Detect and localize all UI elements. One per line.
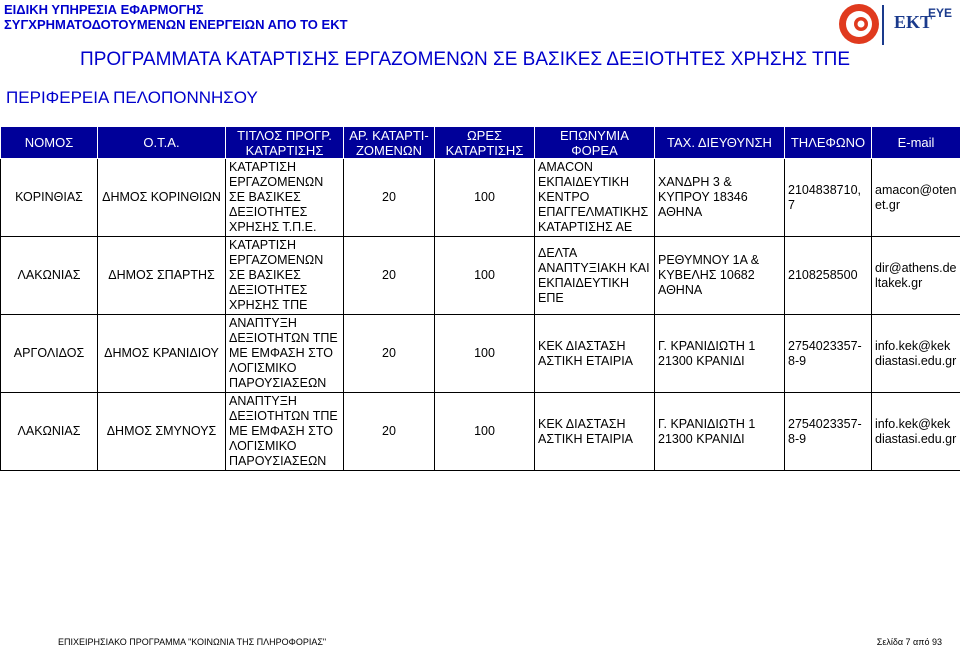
header-email: E-mail [872, 127, 960, 159]
cell-address: ΡΕΘΥΜΝΟΥ 1Α & ΚΥΒΕΛΗΣ 10682 ΑΘΗΝΑ [655, 237, 785, 315]
programs-table [0, 126, 960, 471]
cell-phone: 2754023357-8-9 [785, 315, 872, 393]
header-hours: ΩΡΕΣ ΚΑΤΑΡΤΙΣΗΣ [435, 127, 535, 159]
cell-count: 20 [344, 315, 435, 393]
header-count: ΑΡ. ΚΑΤΑΡΤΙ-ΖΟΜΕΝΩΝ [344, 127, 435, 159]
cell-nomos: ΛΑΚΩΝΙΑΣ [1, 393, 98, 471]
header-ota: Ο.Τ.Α. [98, 127, 226, 159]
table-row [1, 393, 960, 471]
cell-address: Γ. ΚΡΑΝΙΔΙΩΤΗ 1 21300 ΚΡΑΝΙΔΙ [655, 393, 785, 471]
cell-address: Γ. ΚΡΑΝΙΔΙΩΤΗ 1 21300 ΚΡΑΝΙΔΙ [655, 315, 785, 393]
header-foreas: ΕΠΩΝΥΜΙΑ ΦΟΡΕΑ [535, 127, 655, 159]
cell-count: 20 [344, 159, 435, 237]
ekt-logo-text: ΕΚΤ [894, 12, 933, 32]
cell-count: 20 [344, 393, 435, 471]
footer-program: ΕΠΙΧΕΙΡΗΣΙΑΚΟ ΠΡΟΓΡΑΜΜΑ "ΚΟΙΝΩΝΙΑ ΤΗΣ ΠΛΗΡΟΦΟΡΙΑΣ" [58, 637, 327, 647]
table-row [1, 315, 960, 393]
cell-hours: 100 [435, 237, 535, 315]
cell-foreas: ΔΕΛΤΑ ΑΝΑΠΤΥΞΙΑΚΗ ΚΑΙ ΕΚΠΑΙΔΕΥΤΙΚΗ ΕΠΕ [535, 237, 655, 315]
cell-foreas: AMACON ΕΚΠΑΙΔΕΥΤΙΚΗ ΚΕΝΤΡΟ ΕΠΑΓΓΕΛΜΑΤΙΚΗΣ ΚΑΤΑΡΤΙΣΗΣ ΑΕ [535, 159, 655, 237]
cell-ota: ΔΗΜΟΣ ΣΜΥΝΟΥΣ [98, 393, 226, 471]
cell-ota: ΔΗΜΟΣ ΣΠΑΡΤΗΣ [98, 237, 226, 315]
cell-title: ΑΝΑΠΤΥΞΗ ΔΕΞΙΟΤΗΤΩΝ ΤΠΕ ΜΕ ΕΜΦΑΣΗ ΣΤΟ ΛΟΓΙΣΜΙΚΟ ΠΑΡΟΥΣΙΑΣΕΩΝ [226, 315, 344, 393]
cell-foreas: ΚΕΚ ΔΙΑΣΤΑΣΗ ΑΣΤΙΚΗ ΕΤΑΙΡΙΑ [535, 393, 655, 471]
cell-email: info.kek@kekdiastasi.edu.gr [872, 315, 960, 393]
page-title: ΠΡΟΓΡΑΜΜΑΤΑ ΚΑΤΑΡΤΙΣΗΣ ΕΡΓΑΖΟΜΕΝΩΝ ΣΕ ΒΑΣΙΚΕΣ ΔΕΞΙΟΤΗΤΕΣ ΧΡΗΣΗΣ ΤΠΕ [80, 49, 850, 70]
header-address: ΤΑΧ. ΔΙΕΥΘΥΝΣΗ [655, 127, 785, 159]
cell-address: ΧΑΝΔΡΗ 3 & ΚΥΠΡΟΥ 18346 ΑΘΗΝΑ [655, 159, 785, 237]
header-nomos: ΝΟΜΟΣ [1, 127, 98, 159]
header-phone: ΤΗΛΕΦΩΝΟ [785, 127, 872, 159]
region-title: ΠΕΡΙΦΕΡΕΙΑ ΠΕΛΟΠΟΝΝΗΣΟΥ [6, 88, 258, 107]
page-number: Σελίδα 7 από 93 [876, 637, 942, 647]
table-row [1, 237, 960, 315]
cell-hours: 100 [435, 393, 535, 471]
cell-phone: 2104838710, 7 [785, 159, 872, 237]
logos [836, 2, 956, 48]
cell-hours: 100 [435, 315, 535, 393]
cell-nomos: ΑΡΓΟΛΙΔΟΣ [1, 315, 98, 393]
table-row [1, 159, 960, 237]
cell-email: info.kek@kekdiastasi.edu.gr [872, 393, 960, 471]
cell-nomos: ΛΑΚΩΝΙΑΣ [1, 237, 98, 315]
cell-title: ΚΑΤΑΡΤΙΣΗ ΕΡΓΑΖΟΜΕΝΩΝ ΣΕ ΒΑΣΙΚΕΣ ΔΕΞΙΟΤΗΤΕΣ ΧΡΗΣΗΣ ΤΠΕ [226, 237, 344, 315]
cell-phone: 2108258500 [785, 237, 872, 315]
cell-foreas: ΚΕΚ ΔΙΑΣΤΑΣΗ ΑΣΤΙΚΗ ΕΤΑΙΡΙΑ [535, 315, 655, 393]
org-name-line1: ΕΙΔΙΚΗ ΥΠΗΡΕΣΙΑ ΕΦΑΡΜΟΓΗΣ [4, 2, 204, 17]
cell-email: dir@athens.deltakek.gr [872, 237, 960, 315]
cell-email: amacon@otenet.gr [872, 159, 960, 237]
eye-logo-text: ΕΥΕ [928, 6, 953, 20]
cell-phone: 2754023357-8-9 [785, 393, 872, 471]
cell-hours: 100 [435, 159, 535, 237]
cell-count: 20 [344, 237, 435, 315]
cell-ota: ΔΗΜΟΣ ΚΡΑΝΙΔΙΟΥ [98, 315, 226, 393]
cell-ota: ΔΗΜΟΣ ΚΟΡΙΝΘΙΩΝ [98, 159, 226, 237]
cell-title: ΚΑΤΑΡΤΙΣΗ ΕΡΓΑΖΟΜΕΝΩΝ ΣΕ ΒΑΣΙΚΕΣ ΔΕΞΙΟΤΗΤΕΣ ΧΡΗΣΗΣ Τ.Π.Ε. [226, 159, 344, 237]
cell-title: ΑΝΑΠΤΥΞΗ ΔΕΞΙΟΤΗΤΩΝ ΤΠΕ ΜΕ ΕΜΦΑΣΗ ΣΤΟ ΛΟΓΙΣΜΙΚΟ ΠΑΡΟΥΣΙΑΣΕΩΝ [226, 393, 344, 471]
org-name-line2: ΣΥΓΧΡΗΜΑΤΟΔΟΤΟΥΜΕΝΩΝ ΕΝΕΡΓΕΙΩΝ ΑΠΟ ΤΟ ΕΚΤ [4, 17, 348, 32]
cell-nomos: ΚΟΡΙΝΘΙΑΣ [1, 159, 98, 237]
header-title: ΤΙΤΛΟΣ ΠΡΟΓΡ. ΚΑΤΑΡΤΙΣΗΣ [226, 127, 344, 159]
table-header-row [1, 127, 960, 159]
